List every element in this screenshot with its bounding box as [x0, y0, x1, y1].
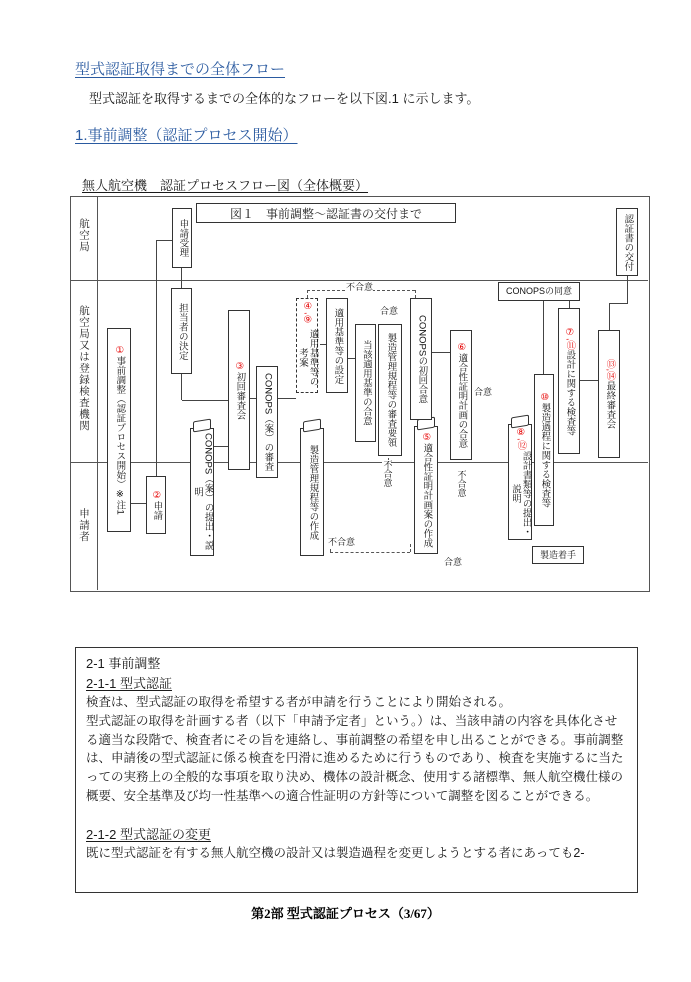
box-manufacturing-rules-creation: 製造管理規程等の作成: [300, 428, 324, 556]
box-conops-initial-agreement: CONOPSの初回合意: [410, 298, 432, 420]
flow-label-disagree: 不合意: [456, 470, 467, 497]
connector-line: [157, 240, 172, 241]
box-final-review-meeting: ⑬,⑭ 最終審査会: [598, 330, 620, 458]
connector-line: [627, 274, 628, 304]
box-design-inspection: ⑦,⑪ 設計に関する検査等: [558, 308, 580, 454]
lane-label-caa: 航空局: [78, 218, 90, 253]
lane-label-caa-or-inspection-org: 航空局又は登録検査機関: [78, 305, 90, 432]
connector-line: [181, 268, 182, 288]
paragraph: 検査は、型式認証の取得を希望する者が申請を行うことにより開始される。: [86, 695, 512, 709]
page-footer: 第2部 型式認証プロセス（3/67）: [251, 906, 440, 921]
box-applicable-standards-setting: 適用基準等の設定: [326, 298, 348, 393]
box-certificate-issuance: 認証書の交付: [616, 208, 638, 276]
connector-line: [348, 358, 355, 359]
box-compliance-plan-drafting: ⑤ 適合性証明計画案の作成: [414, 426, 438, 554]
flow-label-agree: 合意: [444, 557, 463, 567]
box-application: ② 申請: [146, 476, 166, 534]
connector-line: [569, 301, 570, 308]
box-assign-staff: 担当者の決定: [171, 288, 192, 374]
section-heading: 1.事前調整（認証プロセス開始）: [75, 127, 298, 144]
flow-label-agree: 合意: [474, 387, 493, 397]
flow-label-disagree: 不合意: [382, 460, 393, 487]
connector-line-dashed: [307, 290, 308, 298]
box-initial-review-meeting: ③ 初回審査会: [228, 310, 250, 470]
box-applicable-standards-drafting: ④,⑨ 適用基準等の考案: [296, 298, 318, 393]
box-manufacturing-start: 製造着手: [532, 546, 584, 564]
box-compliance-plan-agreement: ⑥ 適合性証明計画の合意: [450, 330, 472, 460]
paragraph: 既に型式認証を有する無人航空機の設計又は製造過程を変更しようとする者にあっても2-: [86, 846, 585, 860]
flow-label-agree: 合意: [380, 306, 399, 316]
connector-line: [609, 303, 610, 330]
figure-title: 図１ 事前調整～認証書の交付まで: [196, 203, 456, 223]
flow-label-disagree: 不合意: [346, 282, 374, 292]
connector-line: [131, 503, 146, 504]
box-manufacturing-process-inspection: ⑩ 製造過程に関する検査等: [534, 374, 554, 526]
connector-line-dashed: [410, 544, 411, 552]
connector-line: [432, 352, 450, 353]
connector-line: [182, 400, 228, 401]
box-conops-draft-submission: CONOPS（案）の提出・説明: [190, 428, 214, 556]
box-conops-consent: CONOPSの同意: [498, 282, 580, 301]
connector-line: [543, 301, 544, 374]
box-manufacturing-rules-review: 製造管理規程等の審査要領: [378, 324, 402, 456]
lane-label-applicant: 申請者: [78, 508, 90, 543]
connector-line-dashed: [415, 290, 416, 298]
section-2-1-textbox: [75, 647, 638, 893]
heading-2-1: 2-1 事前調整: [86, 656, 161, 671]
box-application-acceptance: 申請受理: [172, 208, 192, 268]
document-scroll-icon: [511, 415, 529, 429]
box-design-documents-submission: ⑧,⑫ 設計書類等の提出・説明: [508, 424, 532, 540]
box-pre-coordination: ① 事前調整（認証プロセス開始）※注1: [107, 328, 131, 532]
diagram-caption: 無人航空機 認証プロセスフロー図（全体概要）: [82, 178, 369, 193]
connector-line: [214, 446, 228, 447]
heading-2-1-1: 2-1-1 型式認証: [86, 675, 172, 691]
connector-line: [278, 398, 296, 399]
blank-line: [86, 806, 627, 825]
connector-line: [156, 240, 157, 476]
connector-line: [181, 374, 182, 400]
connector-line: [580, 380, 598, 381]
connector-line-dashed: [330, 552, 410, 553]
box-conops-draft-review: CONOPS（案）の審査: [256, 366, 278, 478]
heading-2-1-2: 2-1-2 型式認証の変更: [86, 826, 211, 842]
document-scroll-icon: [303, 419, 321, 433]
paragraph: 型式認証の取得を計画する者（以下「申請予定者」という。）は、当該申請の内容を具体化させる適当な段階で、検査者にその旨を連絡し、事前調整の希望を申し出ることができる。事前調整は、申請後の型式認証に係る検査を円滑に進めるために行うものであり、検査を実施するに当たっての実務上の全般的な事項を取り決め、機体の設計概念、使用する諸標準、無人航空機仕様の概要、安全基準及び均一性基準への適合性証明の方針等について調整を図ることができる。: [86, 713, 624, 803]
intro-text: 型式認証を取得するまでの全体的なフローを以下図.1 に示します。: [89, 91, 480, 106]
box-applicable-standards-agreement: 当該適用基準の合意: [355, 324, 376, 442]
lane-column-divider: [97, 196, 98, 590]
flow-label-disagree: 不合意: [328, 537, 356, 547]
connector-line: [609, 303, 628, 304]
page-title: 型式認証取得までの全体フロー: [75, 61, 286, 78]
